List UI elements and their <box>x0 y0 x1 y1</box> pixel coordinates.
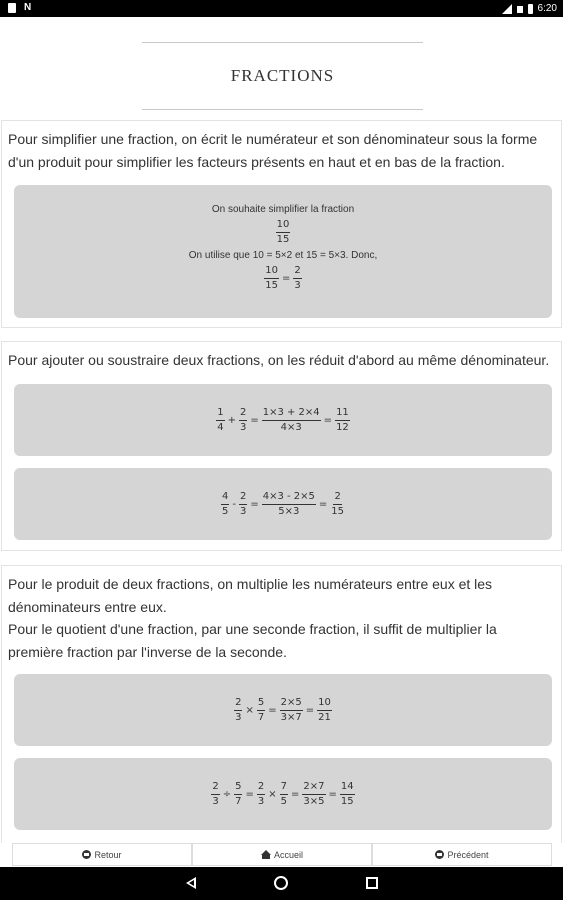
home-circle-icon[interactable] <box>274 876 288 890</box>
arrow-left-circle-icon <box>82 850 91 859</box>
divide-text: Pour le quotient d'une fraction, par une seconde fraction, il suffit de multiplier la première fraction par l'inverse de la seconde. <box>8 621 497 660</box>
addition-formula: $\frac{1}{4}$ + $\frac{2}{3}$ = $\frac{1\times 3 + 2\times 4}{4\times 3}$ = $\frac{11}{12}$ <box>217 406 349 433</box>
bottom-navigation <box>0 843 563 867</box>
system-navigation-bar <box>0 867 563 900</box>
n-app-icon: N <box>24 2 32 13</box>
battery-icon <box>528 4 533 14</box>
back-triangle-icon[interactable] <box>186 877 196 889</box>
multiply-divide-card <box>1 565 562 845</box>
previous-button[interactable] <box>372 843 552 866</box>
signal-icon <box>502 4 512 14</box>
document-icon <box>8 3 16 13</box>
back-button[interactable] <box>12 843 192 866</box>
subtraction-formula: $\frac{4}{5}$ - $\frac{2}{3}$ = $\frac{4\times 3 - 2\times 5}{5\times 3}$ = $\frac{2}{15}$ <box>221 490 345 517</box>
recent-apps-icon[interactable] <box>366 877 378 889</box>
arrow-left-circle-icon <box>435 850 444 859</box>
add-subtract-card <box>1 341 562 551</box>
lock-icon <box>517 6 523 13</box>
simplify-text: Pour simplifier une fraction, on écrit le numérateur et son dénominateur sous la forme d'un produit pour simplifier les facteurs présents en haut et en bas de la fraction. <box>8 131 538 170</box>
back-button-label: Retour <box>94 849 122 860</box>
previous-button-label: Précédent <box>447 849 489 860</box>
multiply-text: Pour le produit de deux fractions, on multiplie les numérateurs entre eux et les dénominateurs entre eux. <box>8 576 493 615</box>
simplify-card <box>1 120 562 328</box>
status-bar <box>0 0 563 17</box>
multiplication-example-box <box>14 674 552 746</box>
home-button-label: Accueil <box>273 849 303 860</box>
division-example-box <box>14 758 552 830</box>
fraction: $\frac{10}{15}$ <box>265 265 278 291</box>
example-intro-text: On souhaite simplifier la fraction <box>211 204 355 215</box>
multiplication-formula: $\frac{2}{3}$ × $\frac{5}{7}$ = $\frac{2\times 5}{3\times 7}$ = $\frac{10}{21}$ <box>235 696 331 723</box>
home-button[interactable] <box>192 843 372 866</box>
home-icon <box>261 850 271 855</box>
status-time: 6:20 <box>537 3 557 14</box>
fraction: $\frac{2}{3}$ <box>294 265 301 291</box>
simplify-example-box <box>14 185 552 318</box>
example-result: $\frac{10}{15}$ = $\frac{2}{3}$ <box>265 265 301 291</box>
page-header <box>142 42 423 110</box>
page-title: FRACTIONS <box>230 66 335 85</box>
fraction: $\frac{10}{15}$ <box>276 219 290 245</box>
example-explanation-text: On utilise que 10 = 5×2 et 15 = 5×3. Donc, <box>188 250 378 261</box>
division-formula: $\frac{2}{3}$ ÷ $\frac{5}{7}$ = $\frac{2}{3}$ × $\frac{7}{5}$ = $\frac{2\times 7}{3\times 5}$ = $\frac{14}{15}$ <box>212 780 354 807</box>
addition-example-box <box>14 384 552 456</box>
add-subtract-text: Pour ajouter ou soustraire deux fractions, on les réduit d'abord au même dénominateur. <box>8 352 550 368</box>
example-fraction <box>14 219 552 246</box>
subtraction-example-box <box>14 468 552 540</box>
